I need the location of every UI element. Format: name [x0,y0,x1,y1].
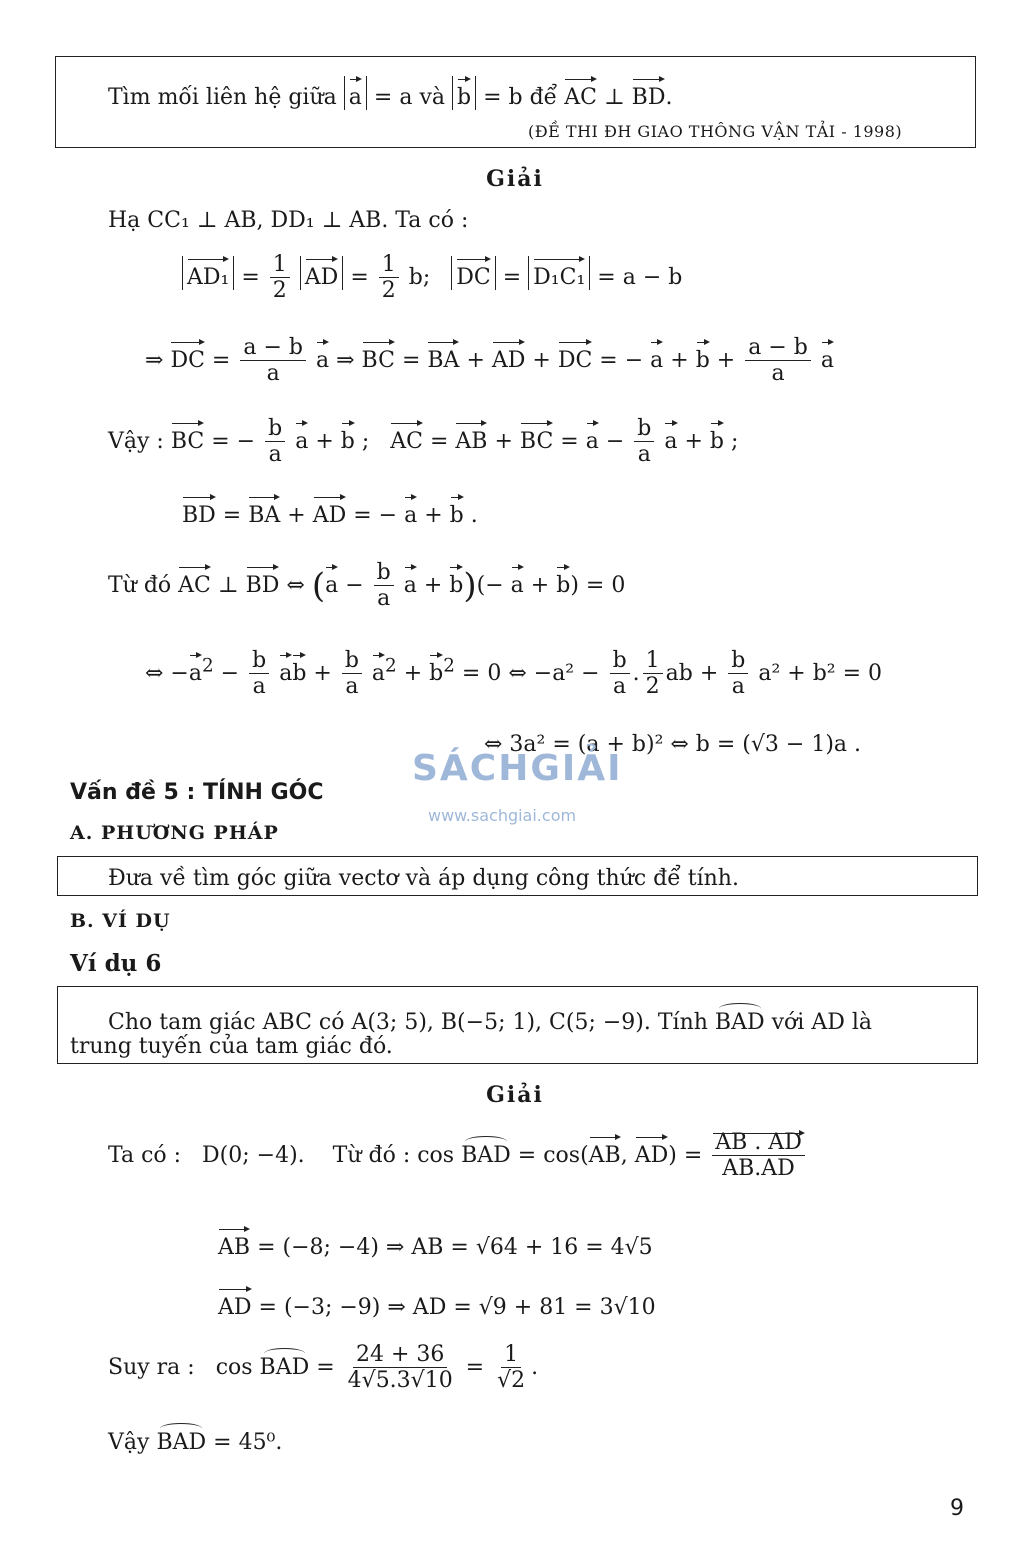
solution-heading-2: Giải [486,1082,544,1108]
numerator: a − b [240,335,306,361]
denominator: a [613,674,627,700]
fraction-one-sqrt2 [494,1342,528,1394]
iff: ⇔ [508,660,527,686]
vector-ba: BA [427,339,459,373]
angle-bad: BAD [260,1347,310,1380]
denominator: 2 [645,674,660,700]
perp-symbol: ⊥ [603,85,625,110]
denominator: AB.AD [722,1156,795,1182]
vector-a: a [325,564,338,598]
vector-b: b [449,564,463,598]
numerator: 24 + 36 [353,1342,447,1368]
word-to: để [529,85,558,110]
norm-b-value: = b [483,85,523,110]
vector-ad: AD [305,256,339,290]
vector-b: b [710,420,724,454]
comma: , [620,1142,628,1168]
point-d: D(0; −4). [202,1142,305,1168]
numerator: 1 [643,648,663,674]
vector-dc: DC [558,339,592,373]
fraction-b-a-6 [610,648,630,700]
denominator: 2 [272,278,287,304]
implies: ⇒ [336,347,355,373]
fraction-b-a-2 [634,416,654,468]
vector-bd: BD [182,494,216,528]
fraction-half-3 [643,648,663,700]
denominator: √2 [497,1368,526,1394]
angle-bad: BAD [156,1422,206,1455]
ab-vector-line [218,1226,653,1260]
denominator: a [731,674,745,700]
numerator: b [342,648,362,674]
problem-top-text [108,76,672,110]
section-title: Vấn đề 5 : TÍNH GÓC [70,780,324,805]
cos-close: ) = [668,1142,703,1168]
equals: = [211,347,231,373]
period: . [665,85,673,110]
vector-a: a [650,339,663,373]
equals-zero: = 0 [585,572,626,598]
example-title: Ví dụ 6 [70,950,162,977]
vector-a: a [349,76,362,110]
vector-ab: AB [218,1226,250,1260]
problem-source: (ĐỀ THI ĐH GIAO THÔNG VẬN TẢI - 1998) [528,122,903,141]
vector-a: a [279,652,292,686]
vector-ba: BA [248,494,280,528]
vector-ac: AC [178,564,211,598]
vector-a: a [664,420,677,454]
bd-line: BD = BA + AD = − a + b . [182,494,478,528]
equals: = [350,264,369,290]
example-section-label: B. VÍ DỤ [70,910,171,932]
norm-d1c1 [528,256,590,290]
vector-bc: BC [520,420,553,454]
label-suy-ra: Suy ra : [108,1354,195,1380]
vector-b: b [341,420,355,454]
numerator: a − b [745,335,811,361]
vector-ad: AD [218,1286,252,1320]
vector-b: b [450,494,464,528]
result-value: = 45⁰. [213,1430,283,1455]
magnitudes-line [182,252,682,304]
norm-ad [300,256,344,290]
norm-dc [451,256,495,290]
label-tu-do: Từ đó [108,572,172,598]
example-problem-line2: trung tuyến của tam giác đó. [70,1034,393,1059]
iff: ⇔ [145,660,164,686]
angle-bad: BAD [461,1135,511,1168]
vector-b: b [457,76,471,110]
fraction-b-a-3 [374,560,394,612]
vector-ac: AC [390,420,423,454]
denominator: a [266,361,280,387]
vector-b: b [696,339,710,373]
vector-a: a [316,339,329,373]
dc-line: ⇒ DC = $\frac{a - b}{a}$ a ⇒ BC = BA + AD + DC = − a + b + $\frac{a - b}{a}$ a [145,335,834,387]
fraction-half [270,252,290,304]
vector-ad: AD [313,494,347,528]
numerator: b [610,648,630,674]
fraction-b-a-7 [728,648,748,700]
vay-bc-line: Vậy : BC = − $\frac{b}{a}$ a + b ; AC = AB + BC = a − $\frac{b}{a}$ a + b ; [108,416,739,468]
method-label: A. PHƯƠNG PHÁP [70,822,279,844]
watermark-brand: SÁCHGIẢI [412,748,623,789]
equals: = [241,264,260,290]
fraction-half-2 [379,252,399,304]
vector-dc: DC [170,339,204,373]
numerator: b [634,416,654,442]
problem-text: Cho tam giác ABC có A(3; 5), B(−5; 1), C(5; −9). Tính [108,1010,708,1035]
norm-a-value: = a [373,85,413,110]
denominator: a [377,586,391,612]
difference: = a − b [597,264,683,290]
vector-ab: AB [455,420,487,454]
example-problem-line1 [108,1002,968,1035]
ta-co-line [108,1130,808,1182]
watermark-url: www.sachgiai.com [428,806,577,825]
fraction-b-a-4 [249,648,269,700]
vector-a: a [372,652,385,686]
vector-bd: BD [246,564,280,598]
page-number: 9 [950,1496,964,1521]
equals: = [502,264,522,290]
norm-vector-b [452,76,476,110]
ab-computation: = (−8; −4) ⇒ AB = √64 + 16 = 4√5 [257,1235,653,1260]
vector-d1c1: D₁C₁ [533,256,585,290]
vector-dc: DC [456,256,490,290]
denominator: a [268,442,282,468]
conjunction-and: và [419,85,445,110]
vector-a: a [295,420,308,454]
vector-a: a [404,564,417,598]
vector-b: b [292,652,306,686]
norm-vector-a [344,76,367,110]
fraction-cos-value [345,1342,456,1394]
numerator: b [374,560,394,586]
vector-bd: BD [632,76,666,110]
numerator: b [265,416,285,442]
label-tu-do: Từ đó : cos [332,1142,455,1168]
numerator: 1 [379,252,399,278]
label-vay: Vậy : [108,428,164,454]
vector-a: a [404,494,417,528]
ad-vector-line [218,1286,656,1320]
label-ta-co: Ta có : [108,1142,182,1168]
numerator: AB . AD [712,1130,805,1156]
implies: ⇒ [145,347,164,373]
iff: ⇔ [286,572,305,598]
solution-line-1: Hạ CC₁ ⊥ AB, DD₁ ⊥ AB. Ta có : [108,208,469,233]
numerator: b [249,648,269,674]
cos-open: = cos( [517,1142,589,1168]
vector-ad: AD [635,1134,669,1168]
problem-top-intro: Tìm mối liên hệ giữa [108,85,337,110]
final-result-line: ⇔ 3a² = (a + b)² ⇔ b = (√3 − 1)a . [484,732,862,757]
fraction-b-a-5 [342,648,362,700]
ad-computation: = (−3; −9) ⇒ AD = √9 + 81 = 3√10 [258,1295,656,1320]
vector-a: a [586,420,599,454]
vector-b: b [429,652,443,686]
expanded-line: ⇔ $-a^2$ − $\frac{b}{a}$ ab + $\frac{b}{a}$ $a^2 + b^2 = 0$ ⇔ −a² − $\frac{b}{a}$ . $\frac{1}{2}$ ab + $\frac{b}{a}$ a² + b² = 0 [145,648,883,700]
method-text: Đưa về tìm góc giữa vectơ và áp dụng công thức để tính. [108,866,739,891]
norm-ad1 [182,256,234,290]
fraction-amb-a [240,335,306,387]
label-vay: Vậy [108,1430,150,1455]
vector-ac: AC [564,76,597,110]
solution-heading-1: Giải [486,166,544,192]
vector-a: a [511,564,524,598]
vector-a: a [189,652,202,686]
numerator: 1 [501,1342,521,1368]
denominator: a [345,674,359,700]
vector-ad: AD [492,339,526,373]
tu-do-line: Từ đó AC ⊥ BD ⇔ (a − $\frac{b}{a}$ a + b)(− a + b) = 0 [108,560,626,612]
vector-bc: BC [171,420,204,454]
denominator: a [771,361,785,387]
vector-a: a [821,339,834,373]
denominator: 4√5.3√10 [347,1368,453,1394]
suy-ra-line: Suy ra : cos BAD = $\frac{24 + 36}{4√5.3√10}$ = $\frac{1}{√2}$ . [108,1342,539,1394]
fraction-cos [712,1130,805,1182]
denominator: a [637,442,651,468]
fraction-amb-a-2 [745,335,811,387]
b-value: b; [408,264,431,290]
vector-ad1: AD₁ [187,256,229,290]
denominator: a [252,674,266,700]
problem-text-2: với AD là [771,1010,872,1035]
vector-b: b [556,564,570,598]
numerator: 1 [270,252,290,278]
denominator: 2 [381,278,396,304]
vector-ab: AB [589,1134,621,1168]
numerator: b [728,648,748,674]
vector-bc: BC [362,339,395,373]
fraction-b-a [265,416,285,468]
result-line [108,1422,282,1455]
angle-bad: BAD [715,1002,765,1035]
cos-word: cos [215,1354,253,1380]
